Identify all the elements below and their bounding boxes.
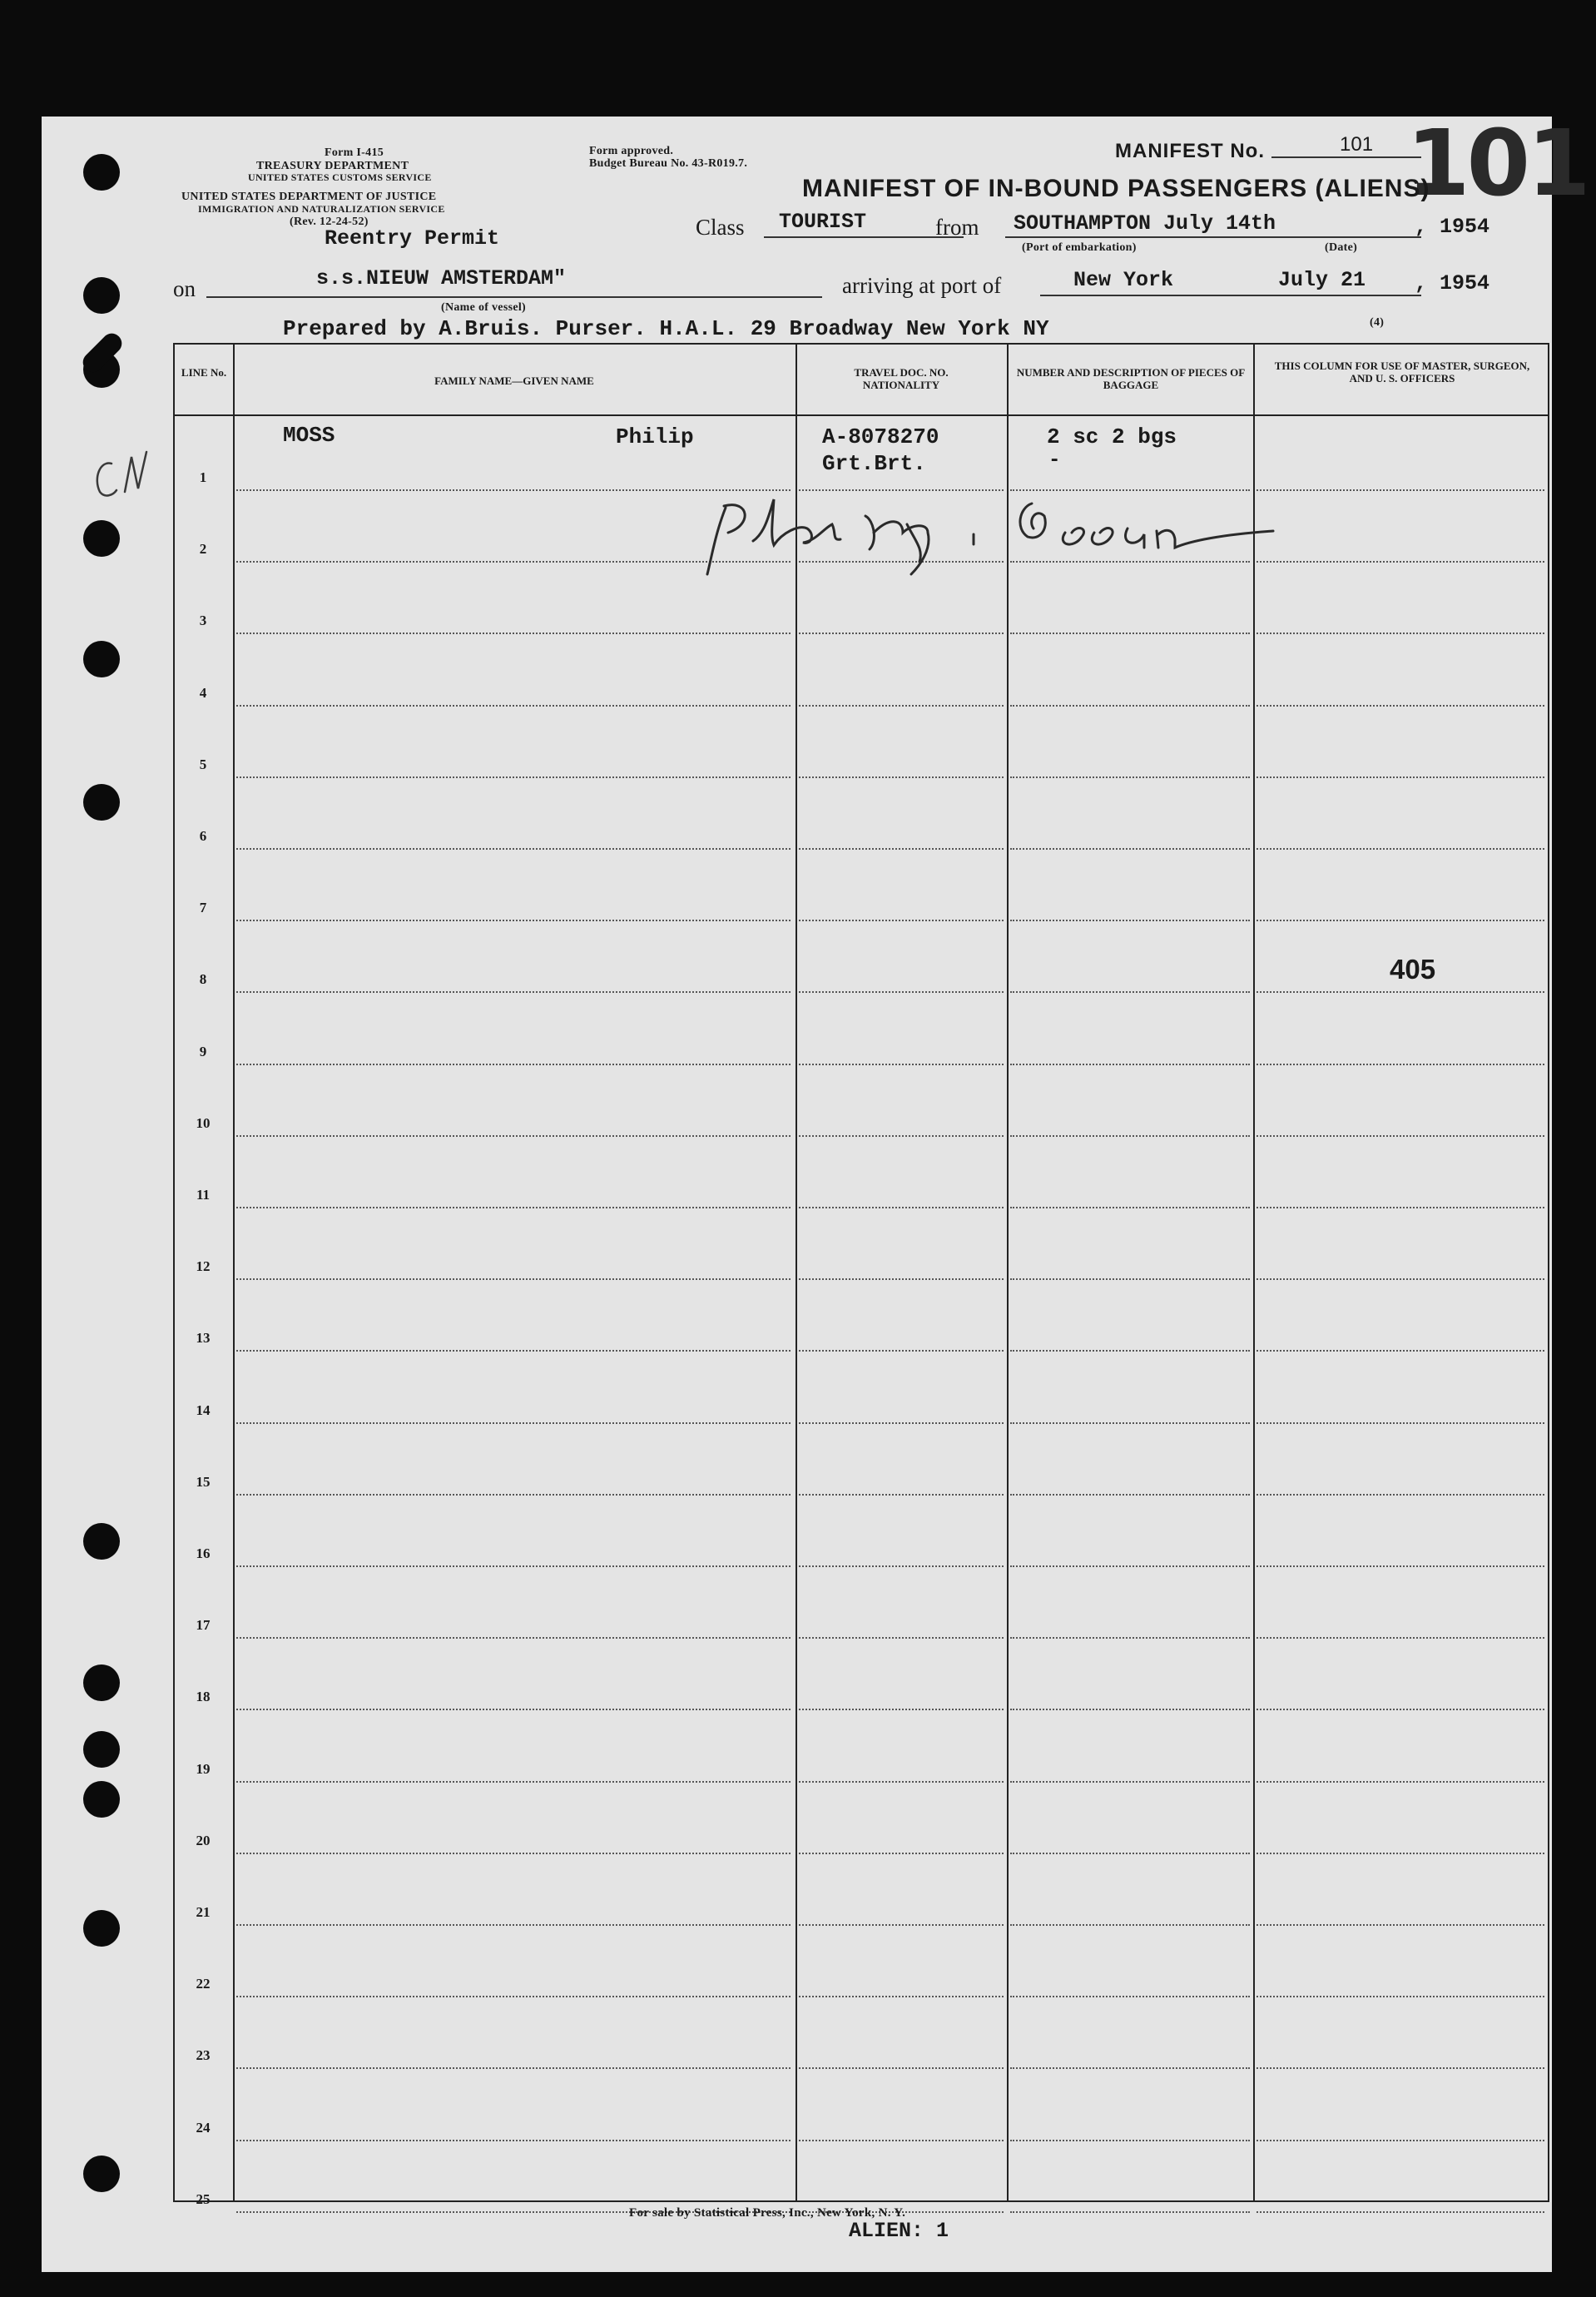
row-number: 14 [196,1402,211,1418]
row-rule [1256,776,1544,778]
row-number: 7 [199,900,207,915]
form-number: Form I-415 [325,146,384,159]
row-rule [1256,1565,1544,1567]
row-rule [799,1996,1004,1997]
punch-hole [83,1523,120,1560]
row-number: 16 [196,1545,211,1561]
row-rule [1010,1996,1250,1997]
row-rule [799,1924,1004,1926]
row-number: 20 [196,1833,211,1848]
row-rule [236,848,791,850]
row-rule [1010,633,1250,634]
row-rule [799,991,1004,993]
document-title: MANIFEST OF IN-BOUND PASSENGERS (ALIENS) [802,175,1430,202]
row-rule [1256,1924,1544,1926]
row-rule [1010,1924,1250,1926]
row-rule [1256,1207,1544,1208]
row-rule [799,1422,1004,1424]
officer-number: 405 [1390,954,1436,985]
row-number: 6 [199,828,207,844]
row-rule [1256,2067,1544,2069]
punch-hole [83,1664,120,1701]
row-rule [1010,2067,1250,2069]
entry-family-name: MOSS [283,423,335,448]
row-number: 23 [196,2047,211,2063]
row-rule [236,920,791,921]
row-rule [236,1709,791,1710]
row-rule [1256,1422,1544,1424]
row-rule [1010,1350,1250,1352]
row-rule [799,1494,1004,1496]
row-number: 2 [199,541,207,557]
row-rule [799,1207,1004,1208]
passenger-table [173,343,1549,2202]
vessel-name: s.s.NIEUW AMSTERDAM" [316,266,567,290]
row-rule [799,1565,1004,1567]
arrival-port: New York [1073,268,1174,292]
row-number: 4 [199,685,207,701]
col-baggage: NUMBER AND DESCRIPTION OF PIECES OF BAGGAGE [1016,366,1246,391]
row-rule [236,1781,791,1783]
row-rule [1010,776,1250,778]
row-number: 5 [199,757,207,772]
row-rule [236,1494,791,1496]
row-rule [236,2067,791,2069]
col-line-no: LINE No. [181,366,227,379]
manifest-label: MANIFEST No. [1115,140,1265,162]
row-rule [1256,1709,1544,1710]
row-rule [1010,1278,1250,1280]
reentry-permit: Reentry Permit [325,226,500,251]
row-rule [236,1637,791,1639]
row-rule [799,1350,1004,1352]
row-rule [1010,848,1250,850]
year-2: , 1954 [1415,271,1490,295]
entry-travel-doc: A-8078270 [822,424,939,449]
row-number: 3 [199,613,207,628]
row-rule [799,1709,1004,1710]
row-rule [236,633,791,634]
row-rule [799,1135,1004,1137]
row-rule [1256,1350,1544,1352]
row-rule [799,776,1004,778]
on-label: on [173,276,196,301]
row-rule [1256,1135,1544,1137]
row-number: 24 [196,2120,211,2136]
row-number: 9 [199,1044,207,1059]
row-rule [799,1637,1004,1639]
punch-hole [83,1731,120,1768]
manifest-number: 101 [1340,133,1374,156]
dept-justice: UNITED STATES DEPARTMENT OF JUSTICE [181,191,437,203]
row-rule [1256,705,1544,707]
class-value: TOURIST [779,210,867,234]
row-rule [799,1064,1004,1065]
budget-bureau: Budget Bureau No. 43-R019.7. [589,157,748,170]
row-number: 10 [196,1115,211,1131]
row-number: 19 [196,1761,211,1777]
row-rule [799,1853,1004,1854]
row-rule [1010,1709,1250,1710]
row-rule [1256,633,1544,634]
manifest-page [42,110,1588,2272]
arrival-date: July 21 [1278,268,1366,292]
row-rule [236,2140,791,2141]
vessel-caption: (Name of vessel) [441,301,526,314]
punch-hole [83,154,120,191]
form-approved: Form approved. [589,145,674,157]
row-rule [236,991,791,993]
row-rule [1256,920,1544,921]
date-caption: (Date) [1325,241,1358,254]
row-rule [236,1924,791,1926]
row-rule [236,1350,791,1352]
row-rule [236,1422,791,1424]
col-officers: THIS COLUMN FOR USE OF MASTER, SURGEON, AND U. S. OFFICERS [1274,360,1530,384]
row-rule [1010,1494,1250,1496]
arriving-label: arriving at port of [842,273,1002,298]
row-number: 15 [196,1474,211,1490]
punch-hole [83,1781,120,1818]
row-rule [1256,1637,1544,1639]
row-rule [236,1853,791,1854]
prepared-by: Prepared by A.Bruis. Purser. H.A.L. 29 Broadway New York NY [283,316,1049,341]
row-rule [1256,1996,1544,1997]
entry-tick: - [1048,449,1061,472]
officer-signature [691,483,1489,583]
entry-given-name: Philip [616,424,694,449]
row-rule [1256,2211,1544,2213]
row-rule [1256,1853,1544,1854]
class-label: Class [696,215,745,240]
col-travel-doc: TRAVEL DOC. NO. NATIONALITY [854,366,949,391]
row-rule [1010,920,1250,921]
row-rule [1010,1135,1250,1137]
entry-nationality: Grt.Brt. [822,451,926,476]
row-number: 12 [196,1258,211,1274]
row-rule [236,705,791,707]
punch-hole [83,520,120,557]
row-rule [1010,1422,1250,1424]
row-rule [799,920,1004,921]
revision-date: (Rev. 12-24-52) [290,216,369,228]
row-rule [799,705,1004,707]
row-rule [1256,991,1544,993]
row-rule [1010,991,1250,993]
row-rule [1010,1565,1250,1567]
row-number: 13 [196,1330,211,1346]
row-number: 21 [196,1904,211,1920]
row-rule [799,633,1004,634]
row-rule [236,1064,791,1065]
row-rule [1010,705,1250,707]
row-number: 11 [196,1187,211,1203]
row-rule [1010,1064,1250,1065]
row-rule [236,1565,791,1567]
row-number: 18 [196,1689,211,1704]
row-rule [1010,1637,1250,1639]
row-number: 8 [199,971,207,987]
port-caption: (Port of embarkation) [1022,241,1137,254]
note-4: (4) [1370,316,1385,329]
printer-credit: For sale by Statistical Press, Inc., New York, N. Y. [629,2206,906,2220]
punch-hole [83,1910,120,1947]
row-rule [1256,848,1544,850]
row-rule [1010,1207,1250,1208]
row-rule [1256,1781,1544,1783]
row-rule [1010,1853,1250,1854]
row-rule [236,1278,791,1280]
dept-treasury: TREASURY DEPARTMENT [256,160,409,172]
row-rule [799,848,1004,850]
row-rule [236,1207,791,1208]
row-rule [799,1278,1004,1280]
dept-immigration: IMMIGRATION AND NATURALIZATION SERVICE [198,203,445,215]
row-number: 25 [196,2191,211,2207]
row-number: 1 [199,469,207,485]
punch-hole [83,641,120,677]
row-rule [1256,1278,1544,1280]
row-rule [799,1781,1004,1783]
row-rule [1010,2140,1250,2141]
row-rule [1256,2140,1544,2141]
row-rule [1010,2211,1250,2213]
alien-count: ALIEN: 1 [849,2219,949,2243]
row-rule [1010,1781,1250,1783]
row-rule [1256,1494,1544,1496]
year-1: , 1954 [1415,215,1490,239]
row-rule [799,2067,1004,2069]
row-rule [236,776,791,778]
row-number: 17 [196,1617,211,1633]
col-name: FAMILY NAME—GIVEN NAME [434,375,594,387]
row-rule [236,1135,791,1137]
punch-hole [83,2156,120,2192]
row-number: 22 [196,1976,211,1992]
punch-hole [83,784,120,821]
embarkation-value: SOUTHAMPTON July 14th [1014,211,1276,236]
row-rule [799,2140,1004,2141]
from-label: from [935,215,979,240]
entry-baggage: 2 sc 2 bgs [1047,424,1177,449]
row-rule [1256,1064,1544,1065]
manifest-stamp: 101 [1406,110,1588,216]
punch-hole [83,277,120,314]
dept-customs: UNITED STATES CUSTOMS SERVICE [248,171,432,183]
row-rule [236,1996,791,1997]
margin-mark [83,445,175,512]
